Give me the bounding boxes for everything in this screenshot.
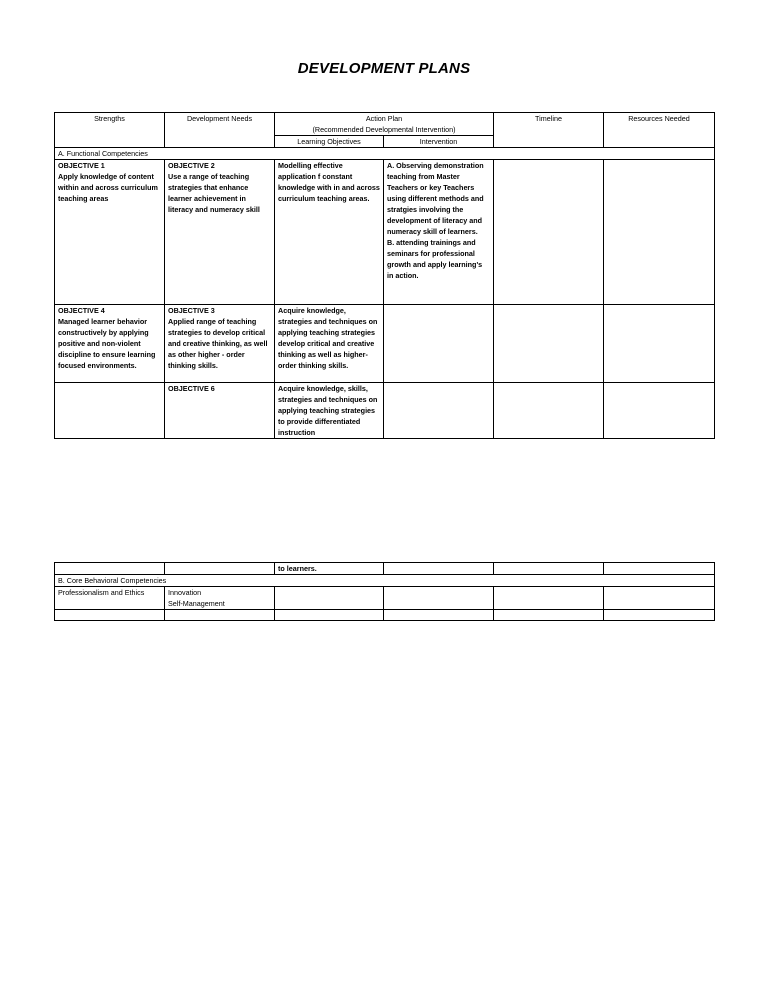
intervention-cell: [384, 383, 494, 439]
header-strengths: Strengths: [55, 113, 165, 148]
timeline-cell: [494, 160, 604, 305]
competency-item: Self-Management: [168, 599, 225, 608]
timeline-cell: [494, 587, 604, 610]
section-row: [55, 148, 715, 160]
need-cell: [165, 563, 275, 575]
objective-text: Apply knowledge of content within and across curriculum teaching areas: [58, 172, 158, 203]
objective-text: Managed learner behavior constructively by applying positive and non-violent discipline to ensure learning focused environments.: [58, 317, 156, 370]
objective-title: OBJECTIVE 3: [168, 306, 215, 315]
strength-cell: [55, 563, 165, 575]
competency-item: Innovation: [168, 588, 202, 597]
timeline-cell: [494, 610, 604, 621]
header-row: [55, 113, 715, 136]
resources-cell: [604, 587, 715, 610]
strength-cell: [55, 305, 165, 383]
need-cell: [165, 587, 275, 610]
resources-cell: [604, 610, 715, 621]
action-plan-label: Action Plan: [365, 114, 403, 123]
table-row: [55, 383, 715, 439]
intervention-cell: [384, 305, 494, 383]
intervention-cell: [384, 610, 494, 621]
table-row: [55, 610, 715, 621]
intervention-cell: [384, 563, 494, 575]
objective-title: OBJECTIVE 4: [58, 306, 105, 315]
intervention-cell: [384, 587, 494, 610]
objective-title: OBJECTIVE 2: [168, 161, 215, 170]
timeline-cell: [494, 383, 604, 439]
resources-cell: [604, 305, 715, 383]
need-cell: [165, 383, 275, 439]
objective-text: Applied range of teaching strategies to develop critical and creative thinking, as well as other higher - order thinking skills.: [168, 317, 268, 370]
intervention-cell: [384, 160, 494, 305]
objective-title: OBJECTIVE 1: [58, 161, 105, 170]
development-plan-table-continued: [54, 562, 715, 621]
need-cell: [165, 160, 275, 305]
intervention-a: A. Observing demonstration teaching from Master Teachers or key Teachers using different methods and stratgies involving the development of literacy and numeracy skill of learners.: [387, 161, 484, 236]
need-cell: [165, 305, 275, 383]
header-timeline: Timeline: [494, 113, 604, 148]
strength-cell: [55, 160, 165, 305]
table-row: [55, 563, 715, 575]
learning-objective-cell: Modelling effective application f constant knowledge with in and across curriculum teaching areas.: [275, 160, 384, 305]
table-row: [55, 305, 715, 383]
strength-cell: [55, 610, 165, 621]
learning-objective-cell: [275, 587, 384, 610]
learning-objective-cell: Acquire knowledge, skills, strategies and techniques on applying teaching strategies to provide differentiated instruction: [275, 383, 384, 439]
header-development-needs: Development Needs: [165, 113, 275, 148]
section-functional-competencies: A. Functional Competencies: [55, 148, 715, 160]
learning-objective-cell: Acquire knowledge, strategies and techniques on applying teaching strategies develop critical and creative thinking as well as higher-order thinking skills.: [275, 305, 384, 383]
resources-cell: [604, 383, 715, 439]
header-action-plan: [275, 113, 494, 136]
header-learning-objectives: Learning Objectives: [275, 136, 384, 148]
table-row: [55, 587, 715, 610]
learning-objective-cell: [275, 610, 384, 621]
header-resources: Resources Needed: [604, 113, 715, 148]
strength-cell: [55, 383, 165, 439]
resources-cell: [604, 563, 715, 575]
section-row: [55, 575, 715, 587]
development-plan-table: [54, 112, 715, 439]
action-plan-sublabel: (Recommended Developmental Intervention): [312, 125, 456, 134]
intervention-b: B. attending trainings and seminars for professional growth and apply learning's in action.: [387, 238, 483, 280]
page-title: DEVELOPMENT PLANS: [297, 60, 471, 77]
resources-cell: [604, 160, 715, 305]
objective-title: OBJECTIVE 6: [168, 384, 215, 393]
timeline-cell: [494, 563, 604, 575]
header-intervention: Intervention: [384, 136, 494, 148]
strength-cell: Professionalism and Ethics: [55, 587, 165, 610]
learning-objective-cell: to learners.: [275, 563, 384, 575]
section-core-competencies: B. Core Behavioral Competencies: [55, 575, 715, 587]
objective-text: Use a range of teaching strategies that enhance learner achievement in literacy and numeracy skill: [168, 172, 260, 214]
need-cell: [165, 610, 275, 621]
timeline-cell: [494, 305, 604, 383]
table-row: [55, 160, 715, 305]
